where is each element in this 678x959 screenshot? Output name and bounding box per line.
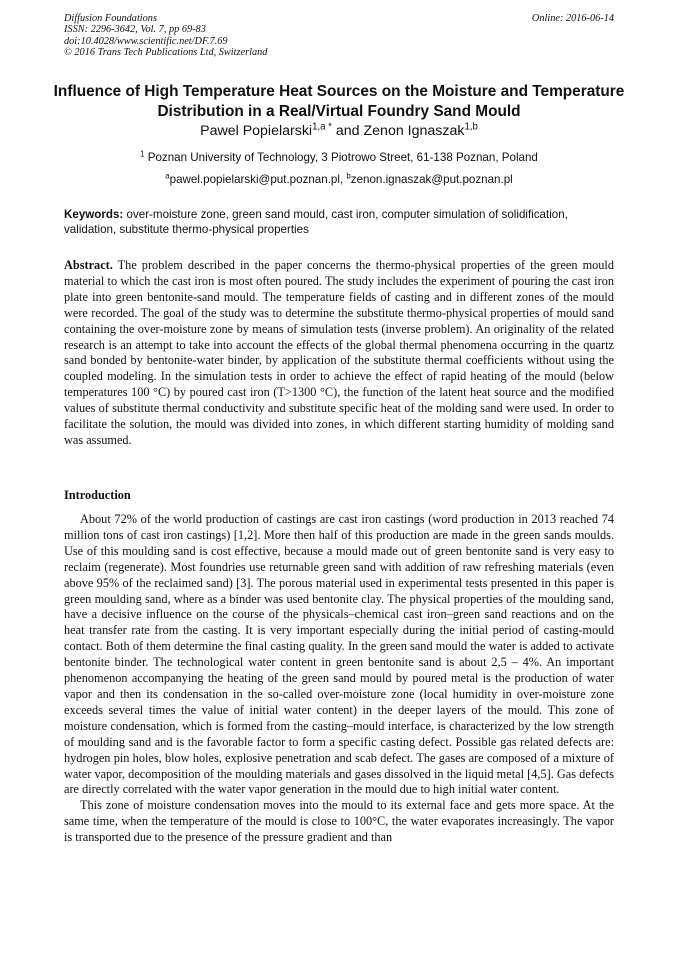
online-date: Online: 2016-06-14 — [531, 13, 614, 24]
journal-name: Diffusion Foundations — [64, 13, 157, 24]
email-a-sup: a — [165, 171, 170, 181]
journal-header — [64, 13, 267, 59]
author-1-sup: 1,a * — [312, 121, 332, 133]
author-conjunction: and — [331, 123, 364, 139]
author-line — [40, 121, 638, 141]
section-heading-introduction: Introduction — [64, 488, 131, 502]
abstract-paragraph — [64, 258, 614, 449]
author-1-name: Pawel Popielarski — [200, 123, 313, 139]
author-emails — [40, 172, 638, 187]
affiliation-sup: 1 — [140, 149, 145, 159]
intro-paragraph-1: About 72% of the world production of castings are cast iron castings (word production in 2013 reached 74 million tons of cast iron castings) [1,2]. More then half of this production are made in the green sands moulds. Use of this moulding sand is cost effective, because a mould made out of green bentonite sand is very easy to reclaim (regenerate). Most foundries use returnable green sand with addition of raw refreshing materials (even above 95% of the reclaimed sand) [3]. The porous material used in experimental tests presented in this paper is green moulding sand, where as a binder was used bentonite clay. The physical properties of the moulding sand, have a decisive influence on the course of the physicals–chemical cast iron–green sand reactions and on the heat transfer rate from the casting. It is very important especially during the initial period of casting-mould contact. Both of them determine the final casting quality. In the green sand mould the water is added to activate bentonite binder. The technological water content in green bentonite sand is about 2,5 – 4%. An important phenomenon accompanying the heating of the green sand mould by poured metal is the production of water vapor and then its condensation in the so-called over-moisture zone (local humidity in over-moisture zone exceeds several times the value of initial water content) in the deeper layers of the mould. This zone of moisture condensation, which is formed from the casting–mould interface, is characterized by the low strength of moulding sand and is the favorable factor to form a specific casting defect. Possible gas related defects are: hydrogen pin holes, blow holes, explosive penetration and scab defect. The gases are composed of a mixture of water vapor, decomposition of the moulding materials and gases dissolved in the liquid metal [4,5]. Gas defects are directly correlated with the water vapor generation in the mould due to high initial water content. — [64, 512, 614, 797]
paper-title: Influence of High Temperature Heat Sources on the Moisture and Temperature Distribution in a Real/Virtual Foundry Sand Mould — [53, 83, 625, 120]
email-a: pawel.popielarski@put.poznan.pl, — [169, 173, 347, 186]
doi-line: doi:10.4028/www.scientific.net/DF.7.69 — [64, 35, 228, 47]
introduction-body — [64, 512, 614, 846]
author-2-name: Zenon Ignaszak — [363, 123, 465, 139]
abstract-block — [64, 258, 614, 449]
copyright-line: © 2016 Trans Tech Publications Ltd, Switzerland — [64, 47, 268, 59]
issn-line: ISSN: 2296-3642, Vol. 7, pp 69-83 — [64, 24, 206, 36]
abstract-text: The problem described in the paper concerns the thermo-physical properties of the green mould material to which the cast iron is most often poured. The study includes the experiment of pouring the cast iron plate into green bentonite-sand mould. The temperature fields of casting and in different zones of the mould were recorded. The goal of the study was to determine the substitute thermo-physical properties of mould sand containing the over-moisture zone by means of simulation tests (inverse problem). An originality of the related research is an attempt to take into account the effects of the global thermal phenomena occurring in the quartz sand bonded by bentonite-water binder, by application of the substitute thermal coefficients without using the coupled modeling. In the simulation tests in order to achieve the effect of rapid heating of the mould (below temperatures 100 °C) by poured cast iron (T>1300 °C), the function of the latent heat source and the modified values of substitute thermal conductivity and substitute specific heat of the molding sand were used. In order to facilitate the solution, the mould was divided into zones, in which different starting humidity of molding sand was assumed. — [64, 258, 614, 447]
intro-paragraph-2: This zone of moisture condensation moves into the mould to its external face and gets more space. At the same time, when the temperature of the mould is close to 100°C, the water evaporates increasingly. The vapor is transported due to the presence of the pressure gradient and than — [64, 798, 614, 845]
abstract-label: Abstract. — [64, 258, 113, 272]
affiliation — [40, 150, 638, 165]
email-b-sup: b — [346, 171, 351, 181]
keywords-label: Keywords: — [64, 208, 124, 221]
affiliation-text: Poznan University of Technology, 3 Piotrowo Street, 61-138 Poznan, Poland — [147, 151, 538, 164]
email-b: zenon.ignaszak@put.poznan.pl — [350, 173, 513, 186]
keywords-text: over-moisture zone, green sand mould, cast iron, computer simulation of solidification, validation, substitute thermo-physical properties — [64, 208, 568, 237]
author-2-sup: 1,b — [464, 121, 478, 133]
keywords-block — [64, 207, 614, 237]
